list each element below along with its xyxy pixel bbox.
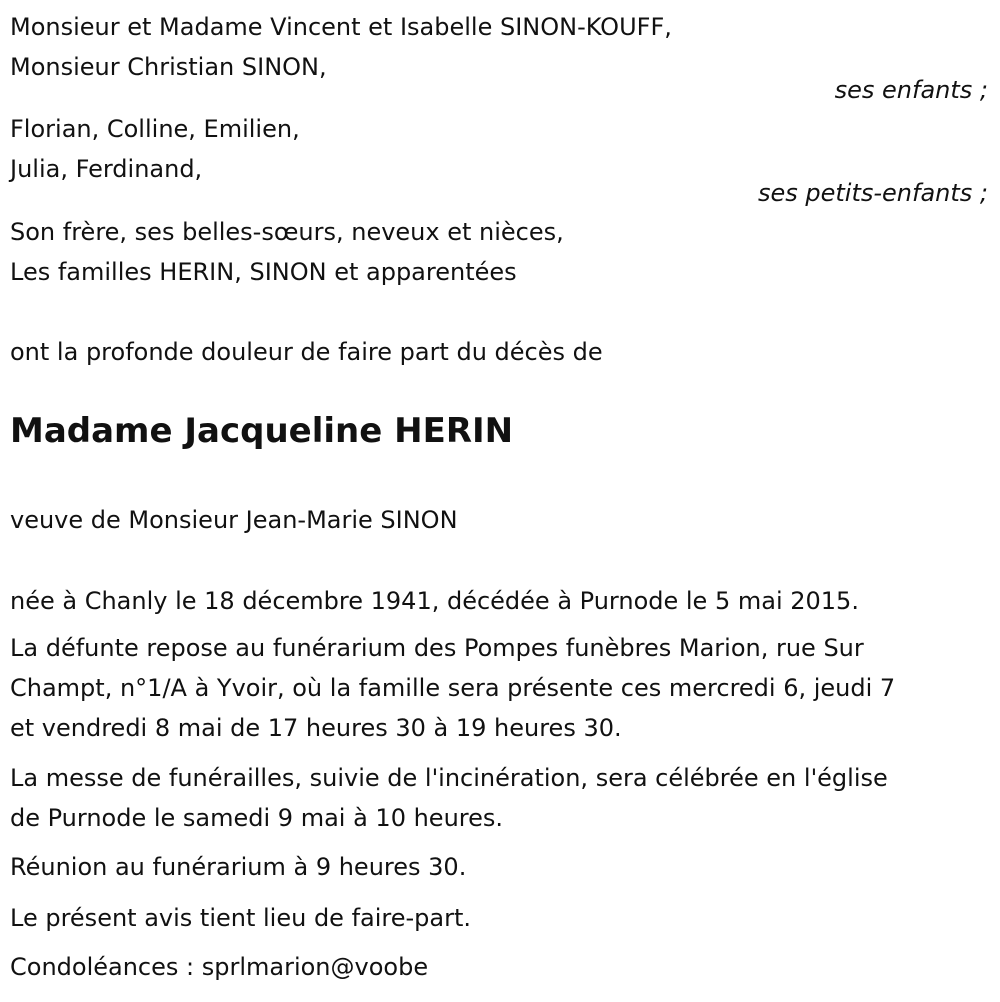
birth-death: née à Chanly le 18 décembre 1941, décédée à Purnode le 5 mai 2015.: [10, 587, 859, 615]
repose-line-1: La défunte repose au funérarium des Pompes funèbres Marion, rue Sur: [10, 634, 864, 662]
grandchildren-line-2: Julia, Ferdinand,: [10, 155, 203, 183]
others-line-2: Les familles HERIN, SINON et apparentées: [10, 258, 517, 286]
children-line-2: Monsieur Christian SINON,: [10, 53, 327, 81]
notice: Le présent avis tient lieu de faire-part.: [10, 904, 472, 932]
repose-line-3: et vendredi 8 mai de 17 heures 30 à 19 heures 30.: [10, 714, 622, 742]
others-line-1: Son frère, ses belles-sœurs, neveux et nièces,: [10, 218, 564, 246]
grandchildren-label: ses petits-enfants ;: [757, 179, 988, 207]
children-line-1: Monsieur et Madame Vincent et Isabelle SINON-KOUFF,: [10, 13, 672, 41]
condolences: Condoléances : sprlmarion@voobe: [10, 953, 429, 981]
children-label: ses enfants ;: [834, 76, 988, 104]
grandchildren-line-1: Florian, Colline, Emilien,: [10, 115, 300, 143]
repose-line-2: Champt, n°1/A à Yvoir, où la famille sera présente ces mercredi 6, jeudi 7: [10, 674, 896, 702]
deceased-name: Madame Jacqueline HERIN: [10, 411, 514, 451]
widow-of: veuve de Monsieur Jean-Marie SINON: [10, 506, 458, 534]
funeral-line-2: de Purnode le samedi 9 mai à 10 heures.: [10, 804, 504, 832]
reunion: Réunion au funérarium à 9 heures 30.: [10, 853, 467, 881]
funeral-line-1: La messe de funérailles, suivie de l'incinération, sera célébrée en l'église: [10, 764, 888, 792]
announcement: ont la profonde douleur de faire part du décès de: [10, 338, 603, 366]
